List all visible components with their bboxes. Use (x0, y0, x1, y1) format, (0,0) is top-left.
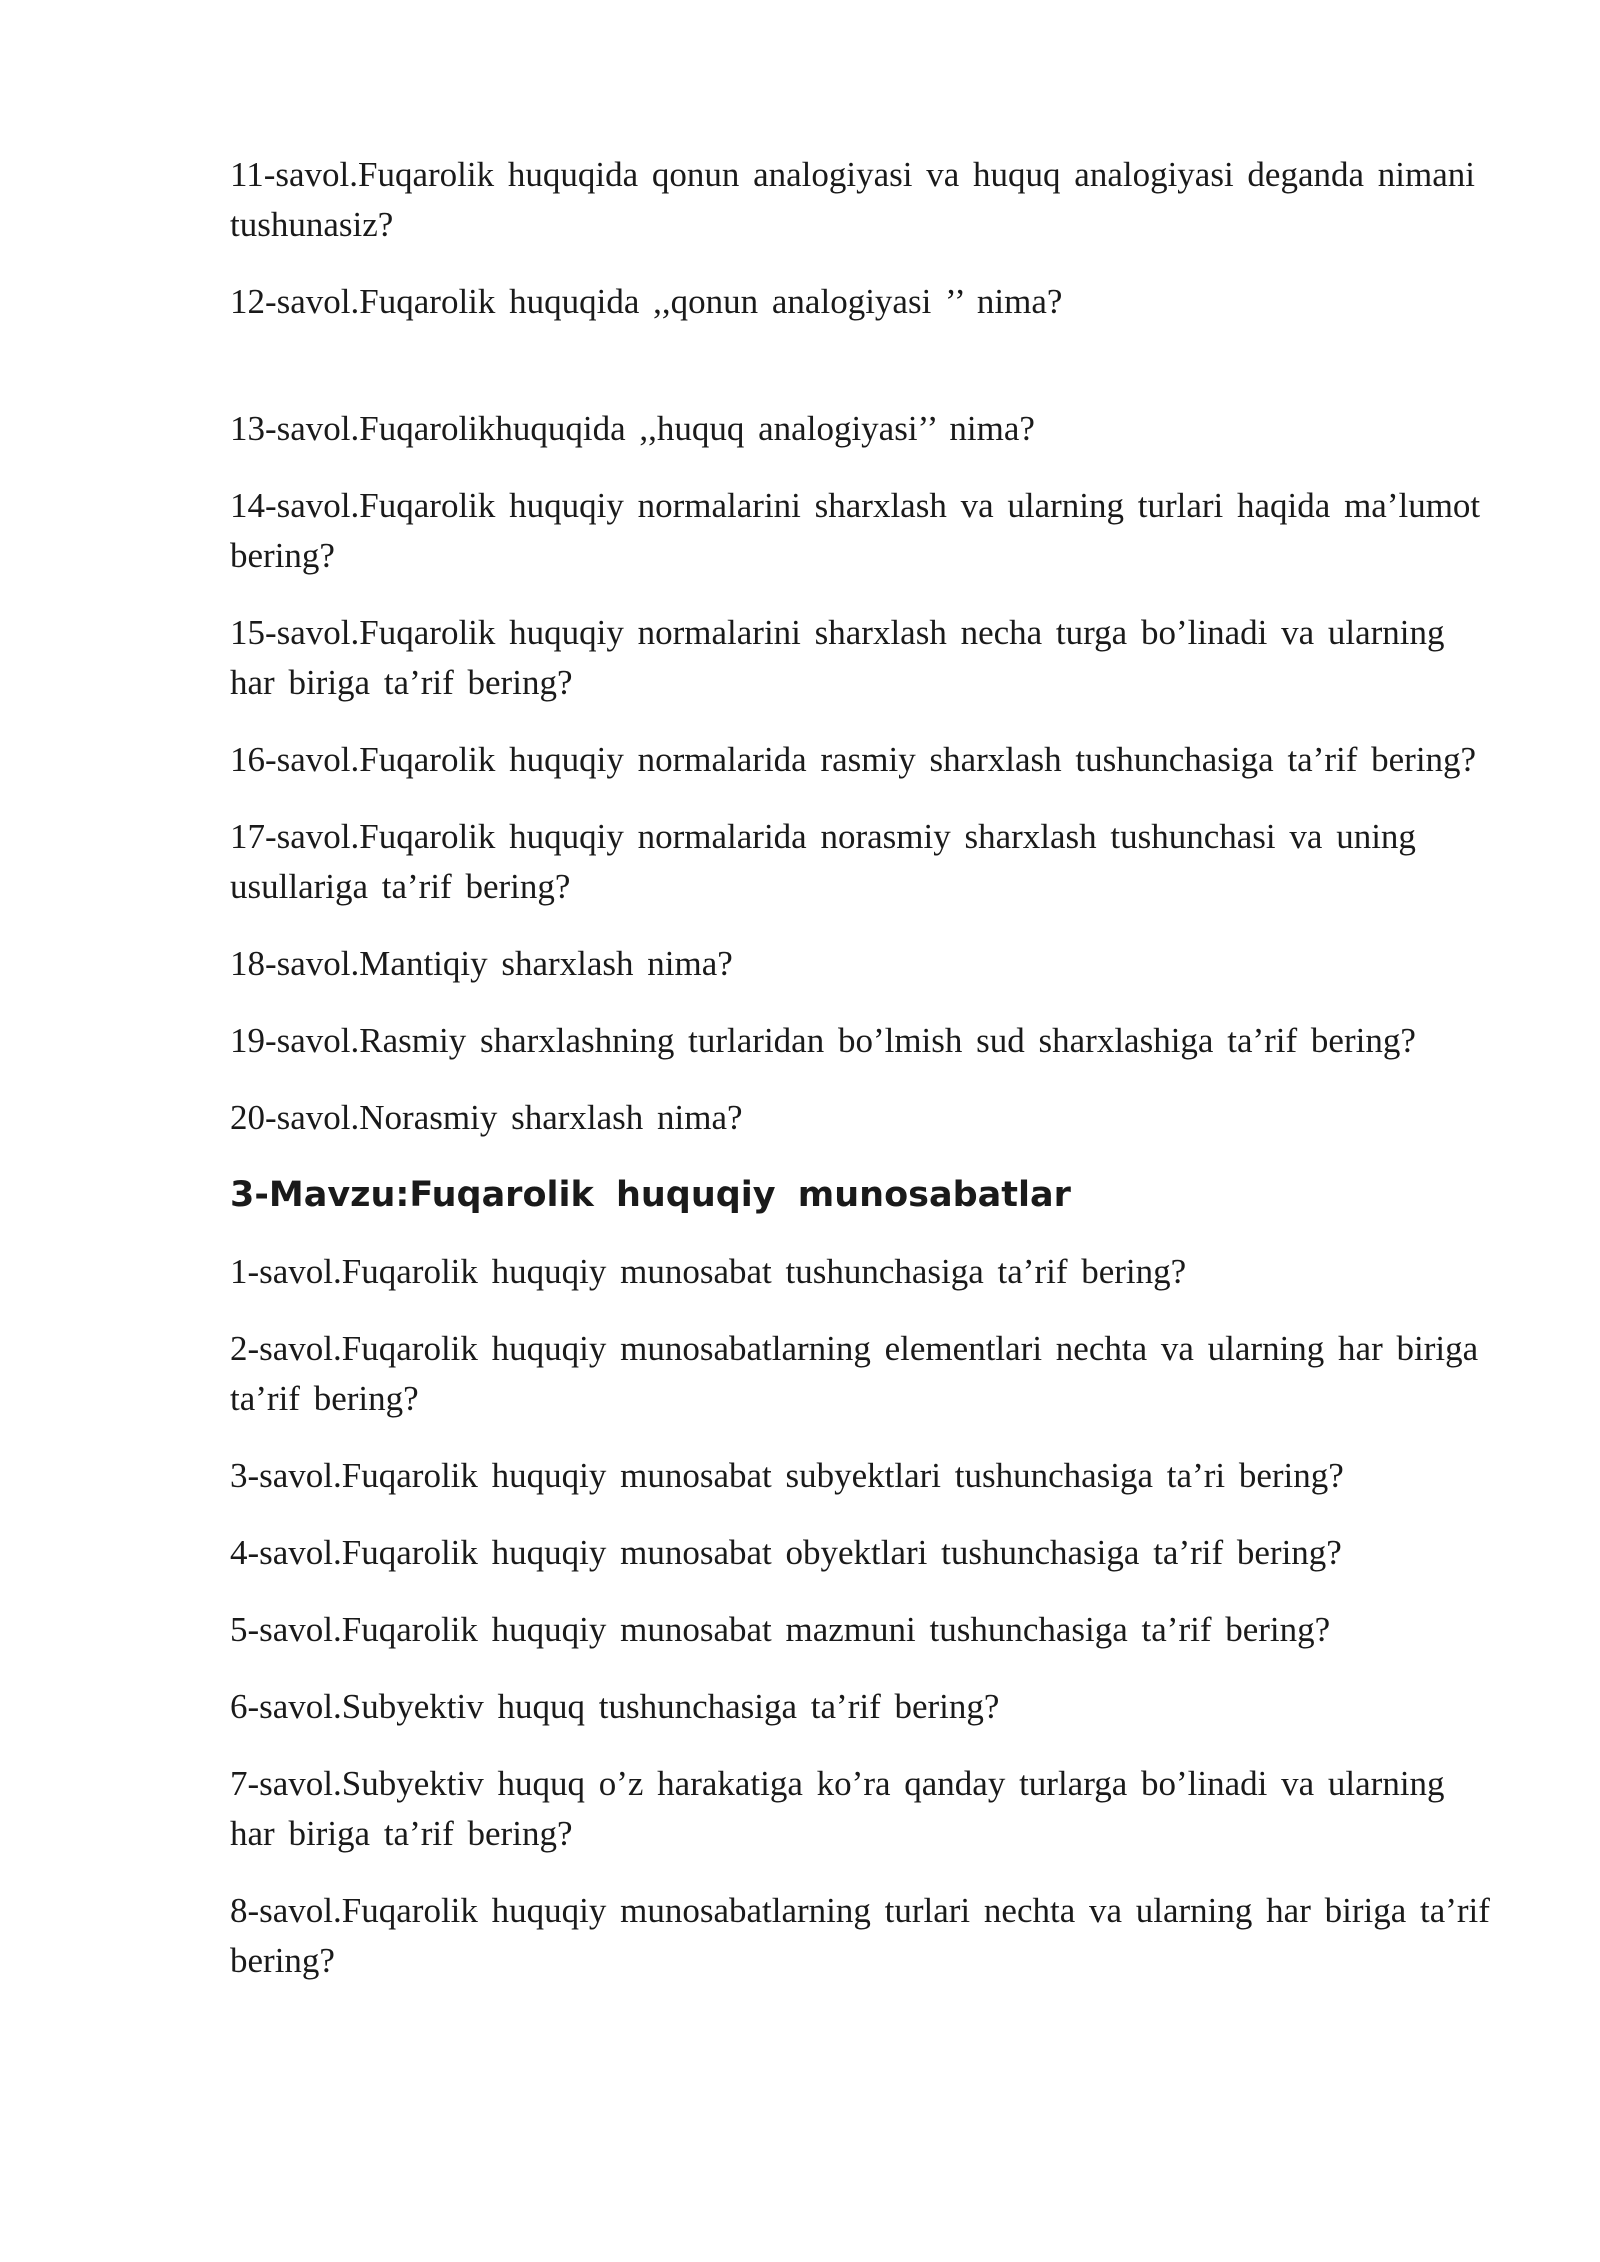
topic3-question-2: 2-savol.Fuqarolik huquqiy munosabatlarning elementlari nechta va ularning har biriga ta’rif bering? (230, 1329, 1479, 1418)
question-15: 15-savol.Fuqarolik huquqiy normalarini sharxlash necha turga bo’linadi va ularning har biriga ta’rif bering? (230, 613, 1445, 702)
topic3-question-3: 3-savol.Fuqarolik huquqiy munosabat subyektlari tushunchasiga ta’ri bering? (230, 1456, 1344, 1495)
question-19: 19-savol.Rasmiy sharxlashning turlaridan bo’lmish sud sharxlashiga ta’rif bering? (230, 1021, 1416, 1060)
question-20: 20-savol.Norasmiy sharxlash nima? (230, 1098, 743, 1137)
question-16: 16-savol.Fuqarolik huquqiy normalarida rasmiy sharxlash tushunchasiga ta’rif bering? (230, 740, 1477, 779)
question-13: 13-savol.Fuqarolikhuquqida ,,huquq analogiyasi’’ nima? (230, 409, 1035, 448)
section-heading: 3-Mavzu:Fuqarolik huquqiy munosabatlar (230, 1175, 1071, 1215)
question-18: 18-savol.Mantiqiy sharxlash nima? (230, 944, 733, 983)
topic3-question-4: 4-savol.Fuqarolik huquqiy munosabat obyektlari tushunchasiga ta’rif bering? (230, 1533, 1342, 1572)
question-17: 17-savol.Fuqarolik huquqiy normalarida norasmiy sharxlash tushunchasi va uning usullariga ta’rif bering? (230, 817, 1416, 906)
topic3-question-8: 8-savol.Fuqarolik huquqiy munosabatlarning turlari nechta va ularning har biriga ta’rif bering? (230, 1891, 1490, 1980)
topic3-question-6: 6-savol.Subyektiv huquq tushunchasiga ta’rif bering? (230, 1687, 1000, 1726)
topic3-question-5: 5-savol.Fuqarolik huquqiy munosabat mazmuni tushunchasiga ta’rif bering? (230, 1610, 1331, 1649)
question-14: 14-savol.Fuqarolik huquqiy normalarini sharxlash va ularning turlari haqida ma’lumot bering? (230, 486, 1481, 575)
document-body (230, 150, 1500, 2013)
question-12: 12-savol.Fuqarolik huquqida ,,qonun analogiyasi ’’ nima? (230, 282, 1063, 321)
question-11: 11-savol.Fuqarolik huquqida qonun analogiyasi va huquq analogiyasi deganda nimani tushunasiz? (230, 155, 1475, 244)
topic3-question-1: 1-savol.Fuqarolik huquqiy munosabat tushunchasiga ta’rif bering? (230, 1252, 1187, 1291)
topic3-question-7: 7-savol.Subyektiv huquq o’z harakatiga ko’ra qanday turlarga bo’linadi va ularning har biriga ta’rif bering? (230, 1764, 1445, 1853)
